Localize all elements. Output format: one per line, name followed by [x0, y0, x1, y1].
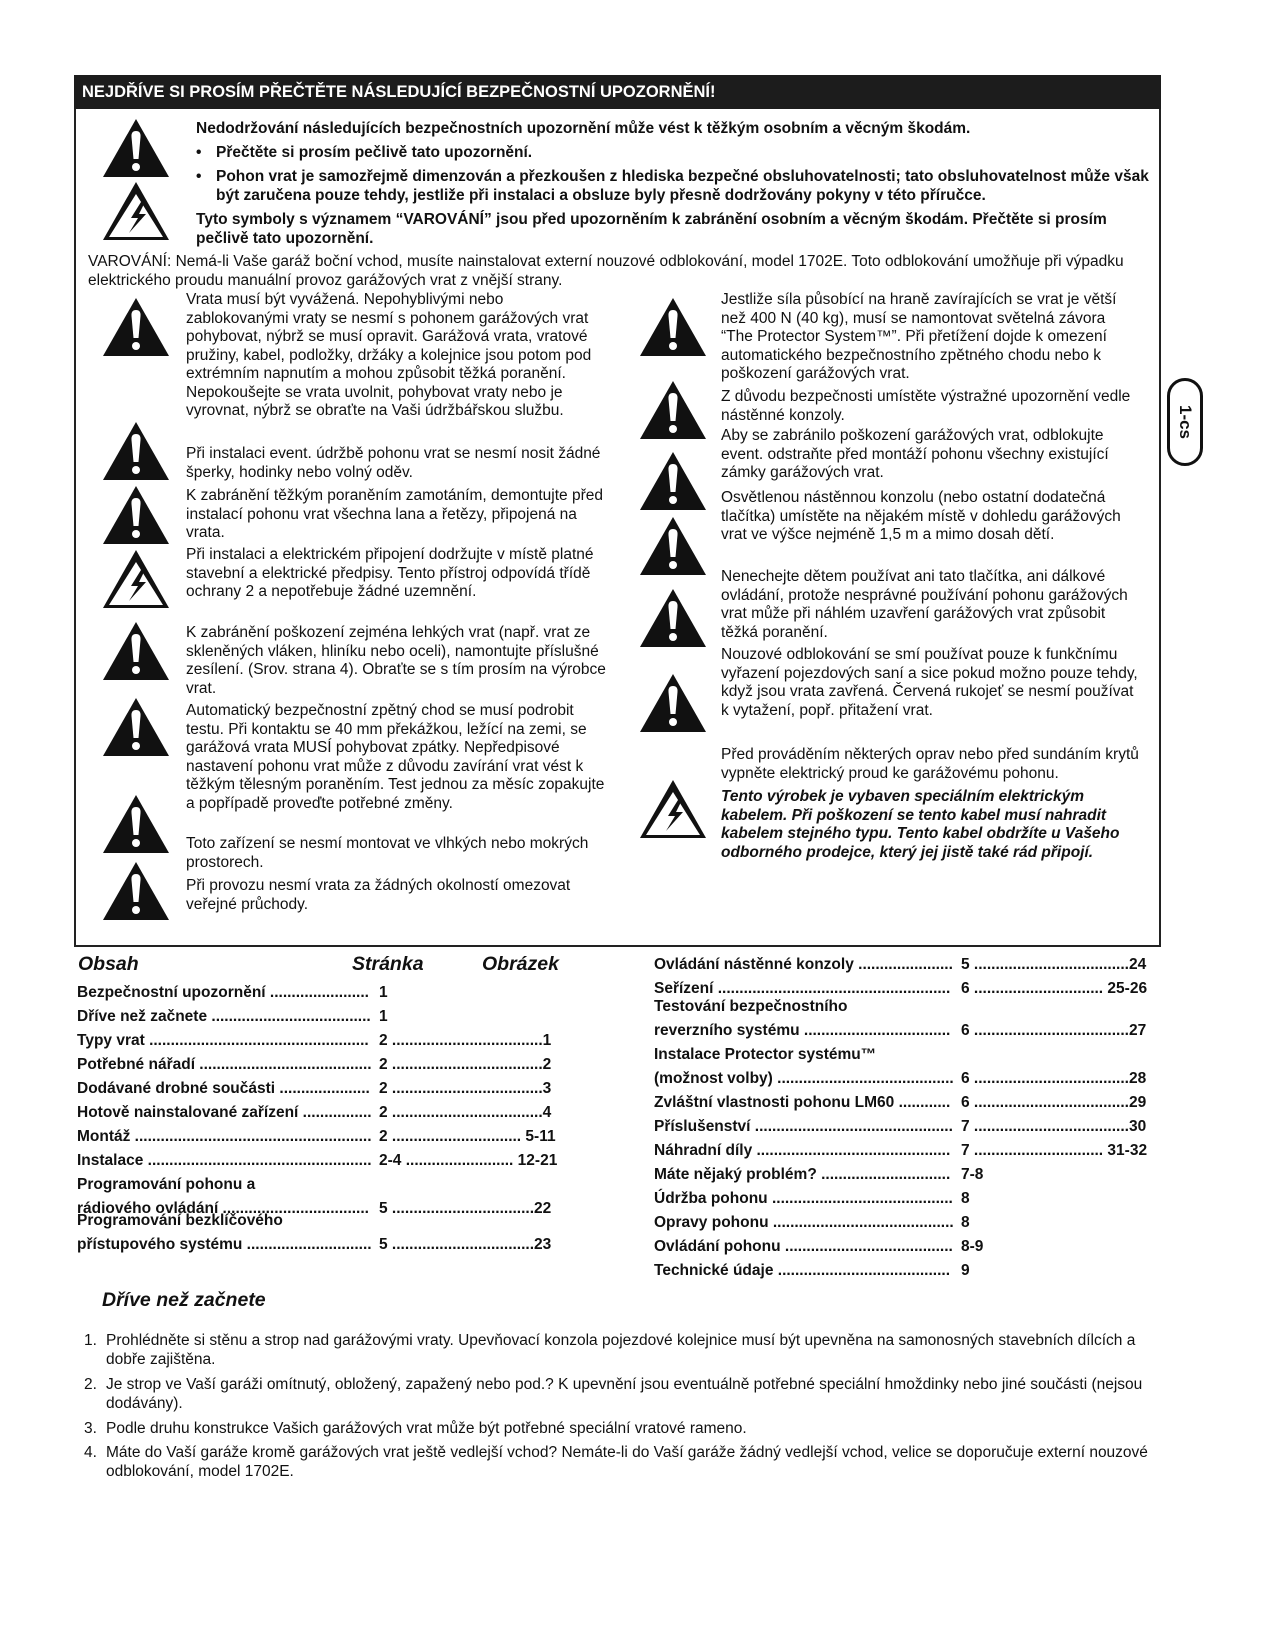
toc-entry-page: 1 — [379, 1008, 388, 1025]
toc-entry[interactable]: Dříve než začnete ..................................... — [77, 1008, 371, 1025]
toc-entry-page: 7 ....................................30 — [961, 1118, 1147, 1135]
toc-entry[interactable]: Máte nějaký problém? .............................. — [654, 1166, 951, 1183]
warning-text-left-3: K zabránění těžkým poraněním zamotáním, demontujte před instalací pohonu vrat všechna lana a řetězy, připojená na vrata. — [186, 487, 603, 541]
warning-icon — [101, 793, 171, 855]
bullet-dot: • — [196, 168, 202, 185]
toc-entry[interactable]: přístupového systému ............................. — [77, 1236, 372, 1253]
toc-entry-page: 8-9 — [961, 1238, 984, 1255]
list-item-text: Je strop ve Vaší garáži omítnutý, obložený, zapažený nebo pod.? K upevnění jsou eventuálně potřebné speciální hmoždinky nebo jiné součásti (nejsou dodávány). — [106, 1376, 1143, 1412]
warning-text-right-7: Před prováděním některých oprav nebo před sundáním krytů vypněte elektrický proud ke garážovému pohonu. — [721, 746, 1139, 782]
toc-entry-line1[interactable]: Programování bezklíčového — [77, 1212, 283, 1229]
toc-entry-page: 2 ...................................2 — [379, 1056, 552, 1073]
toc-heading: Obsah — [78, 953, 139, 975]
toc-entry-page: 2 ...................................1 — [379, 1032, 552, 1049]
toc-entry[interactable]: (možnost volby) ......................................... — [654, 1070, 954, 1087]
toc-entry[interactable]: Příslušenství .............................................. — [654, 1118, 953, 1135]
warning-text-right-1: Jestliže síla působící na hraně zavírajících se vrat je větší než 400 N (40 kg), musí se namontovat světelná závora “The Protector System™”. Při přetížení dojde k omezení automatického bezpečnostního zpětného chodu nebo k poškození garážových vrat. — [721, 291, 1117, 382]
toc-entry[interactable]: rádiového ovládání .................................. — [77, 1200, 369, 1217]
toc-entry-line1[interactable]: Programování pohonu a — [77, 1176, 256, 1193]
warning-icon — [101, 860, 171, 922]
electric-shock-icon — [101, 548, 171, 610]
toc-entry-line1[interactable]: Instalace Protector systému™ — [654, 1046, 877, 1063]
toc-entry[interactable]: Montáž ....................................................... — [77, 1128, 372, 1145]
toc-entry-page: 8 — [961, 1190, 970, 1207]
warning-text-right-4: Osvětlenou nástěnnou konzolu (nebo ostatní dodatečná tlačítka) umístěte na nějakém místě v dohledu garážových vrat ve výšce nejméně 1,5 m a mimo dosah dětí. — [721, 489, 1121, 543]
warning-text-left-6: Automatický bezpečnostní zpětný chod se musí podrobit testu. Při kontaktu se 40 mm překážkou, ležící na zemi, se garážová vrata MUSÍ pohybovat zpátky. Nepředpisové nastavení pohonu vrat může z důvodu zavírání vrat vést k těžkým tělesným poraněním. Test jednou za měsíc zopakujte a popřípadě proveďte potřebné změny. — [186, 702, 605, 812]
toc-entry-page: 5 .................................22 — [379, 1200, 552, 1217]
warning-text-left-2: Při instalaci event. údržbě pohonu vrat se nesmí nosit žádné šperky, hodinky nebo volný oděv. — [186, 445, 601, 481]
toc-entry-page: 6 ....................................28 — [961, 1070, 1147, 1087]
warning-text-right-3: Aby se zabránilo poškození garážových vrat, odblokujte event. odstraňte před montáží pohonu všechny existující zámky garážových vrat. — [721, 427, 1109, 481]
warning-text-left-5: K zabránění poškození zejména lehkých vrat (např. vrat ze skleněných vláken, hliníku nebo oceli), namontujte příslušné zesílení. (Srov. strana 4). Obraťte se s tím prosím na výrobce vrat. — [186, 624, 606, 697]
safety-intro: Nedodržování následujících bezpečnostních upozornění může vést k těžkým osobním a věcným škodám. — [196, 120, 971, 137]
warning-text-right-5: Nenechejte dětem používat ani tato tlačítka, ani dálkové ovládání, protože nesprávné používání pohonu garážových vrat může při náhlém uzavření garážových vrat způsobit těžká poranění. — [721, 568, 1128, 641]
page-tab-label: 1-cs — [1176, 404, 1195, 440]
list-item-number: 3. — [84, 1420, 97, 1437]
toc-entry[interactable]: Ovládání pohonu ....................................... — [654, 1238, 953, 1255]
toc-entry-page: 5 .................................23 — [379, 1236, 552, 1253]
toc-entry[interactable]: Bezpečnostní upozornění ....................... — [77, 984, 369, 1001]
toc-entry[interactable]: Zvláštní vlastnosti pohonu LM60 ............ — [654, 1094, 951, 1111]
warning-text-left-7: Toto zařízení se nesmí montovat ve vlhkých nebo mokrých prostorech. — [186, 835, 589, 871]
safety-symbols-text: Tyto symboly s významem “VAROVÁNÍ” jsou před upozorněním k zabránění osobním a věcným škodám. Přečtěte si prosím pečlivě tato upozornění. — [196, 211, 1107, 247]
toc-entry[interactable]: Hotově nainstalované zařízení ................ — [77, 1104, 372, 1121]
electric-shock-icon — [101, 180, 171, 242]
varovani-text: VAROVÁNÍ: Nemá-li Vaše garáž boční vchod, musíte nainstalovat externí nouzové odblokování, model 1702E. Toto odblokování umožňuje při výpadku elektrického proudu manuální provoz garážových vrat z vnější strany. — [88, 253, 1124, 289]
warning-icon — [638, 587, 708, 649]
safety-bullet-1 — [196, 143, 1156, 162]
toc-entry[interactable]: Technické údaje ........................................ — [654, 1262, 951, 1279]
toc-entry[interactable]: Ovládání nástěnné konzoly ...................... — [654, 956, 953, 973]
bullet-text: Pohon vrat je samozřejmě dimenzován a přezkoušen z hlediska bezpečné obsluhovatelnosti; tato obsluhovatelnost může však být zaručena pouze tehdy, jestliže při instalaci a obsluze byly přesně dodržovány pokyny v této příručce. — [216, 168, 1149, 204]
before-heading: Dříve než začnete — [102, 1289, 266, 1311]
list-item-number: 2. — [84, 1376, 97, 1393]
warning-icon — [101, 117, 171, 179]
toc-entry[interactable]: Instalace .................................................... — [77, 1152, 372, 1169]
warning-text-right-6: Nouzové odblokování se smí používat pouze k funkčnímu vyřazení pojezdových saní a sice pokud možno pouze tehdy, když jsou vrata zavřená. Červená rukojeť se nesmí používat k vytažení, popř. přitažení vrat. — [721, 646, 1138, 719]
toc-entry-page: 2-4 ......................... 12-21 — [379, 1152, 558, 1169]
bullet-dot: • — [196, 144, 202, 161]
toc-entry[interactable]: Opravy pohonu .......................................... — [654, 1214, 954, 1231]
warning-icon — [101, 296, 171, 358]
toc-entry-page: 2 ...................................4 — [379, 1104, 552, 1121]
warning-icon — [101, 620, 171, 682]
bullet-text: Přečtěte si prosím pečlivě tato upozornění. — [216, 144, 533, 161]
list-item-number: 1. — [84, 1332, 97, 1349]
warning-icon — [101, 484, 171, 546]
warning-text-right-2: Z důvodu bezpečnosti umístěte výstražné upozornění vedle nástěnné konzoly. — [721, 388, 1131, 424]
toc-entry-page: 2 .............................. 5-11 — [379, 1128, 556, 1145]
toc-entry-page: 2 ...................................3 — [379, 1080, 552, 1097]
toc-entry[interactable]: Potřebné nářadí ........................................ — [77, 1056, 372, 1073]
safety-header: NEJDŘÍVE SI PROSÍM PŘEČTĚTE NÁSLEDUJÍCÍ BEZPEČNOSTNÍ UPOZORNĚNÍ! — [74, 75, 1161, 109]
warning-text-left-4: Při instalaci a elektrickém připojení dodržujte v místě platné stavební a elektrické předpisy. Tento přístroj odpovídá třídě ochrany 2 a nepotřebuje žádné uzemnění. — [186, 546, 594, 600]
safety-bullet-2 — [196, 167, 1156, 205]
toc-entry-page: 6 ....................................27 — [961, 1022, 1147, 1039]
list-item-text: Podle druhu konstrukce Vašich garážových vrat může být potřebné speciální vratové rameno. — [106, 1420, 747, 1437]
toc-entry[interactable]: Typy vrat ................................................... — [77, 1032, 369, 1049]
warning-text-left-8: Při provozu nesmí vrata za žádných okolností omezovat veřejné průchody. — [186, 877, 571, 913]
toc-entry[interactable]: Seřízení ...................................................... — [654, 980, 951, 997]
cable-notice: Tento výrobek je vybaven speciálním elektrickým kabelem. Při poškození se tento kabel musí nahradit kabelem stejného typu. Tento kabel obdržíte u Vašeho odborného prodejce, který jej jistě také rád připojí. — [721, 788, 1120, 861]
toc-col-fig: Obrázek — [482, 953, 559, 975]
electric-shock-icon — [638, 778, 708, 840]
toc-entry[interactable]: Dodávané drobné součásti ..................... — [77, 1080, 370, 1097]
page-tab — [1167, 378, 1203, 466]
toc-entry-line1[interactable]: Testování bezpečnostního — [654, 998, 848, 1015]
toc-entry-page: 8 — [961, 1214, 970, 1231]
toc-entry-page: 1 — [379, 984, 388, 1001]
warning-icon — [638, 450, 708, 512]
warning-icon — [638, 379, 708, 441]
list-item-number: 4. — [84, 1444, 97, 1461]
toc-entry[interactable]: Údržba pohonu .......................................... — [654, 1190, 953, 1207]
toc-entry-page: 6 .............................. 25-26 — [961, 980, 1148, 997]
list-item-text: Máte do Vaší garáže kromě garážových vrat ještě vedlejší vchod? Nemáte-li do Vaší garáže žádný vedlejší vchod, velice se doporučuje externí nouzové odblokování, model 1702E. — [106, 1444, 1148, 1480]
warning-icon — [638, 672, 708, 734]
toc-entry-page: 7-8 — [961, 1166, 984, 1183]
toc-entry-page: 7 .............................. 31-32 — [961, 1142, 1148, 1159]
warning-icon — [638, 296, 708, 358]
list-item-text: Prohlédněte si stěnu a strop nad garážovými vraty. Upevňovací konzola pojezdové kolejnice musí být upevněna na samonosných stavebních dílcích a dobře zajištěna. — [106, 1332, 1136, 1368]
toc-entry-page: 6 ....................................29 — [961, 1094, 1147, 1111]
warning-icon — [638, 515, 708, 577]
toc-entry[interactable]: reverzního systému .................................. — [654, 1022, 951, 1039]
warning-icon — [101, 420, 171, 482]
toc-col-page: Stránka — [352, 953, 424, 975]
warning-icon — [101, 696, 171, 758]
toc-entry-page: 9 — [961, 1262, 970, 1279]
warning-text-left-1: Vrata musí být vyvážená. Nepohyblivými nebo zablokovanými vraty se nesmí s pohonem garážových vrat pohybovat, nýbrž se musí opravit. Garážová vrata, vratové pružiny, kabel, podložky, držáky a kolejnice jsou potom pod extrémním napnutím a mohou způsobit těžká poranění. Nepokoušejte se vrata uvolnit, pohybovat vraty nebo je vyrovnat, nýbrž se obraťte na Vaši údržbářskou službu. — [186, 291, 592, 419]
toc-entry-page: 5 ....................................24 — [961, 956, 1147, 973]
toc-entry[interactable]: Náhradní díly ............................................. — [654, 1142, 951, 1159]
